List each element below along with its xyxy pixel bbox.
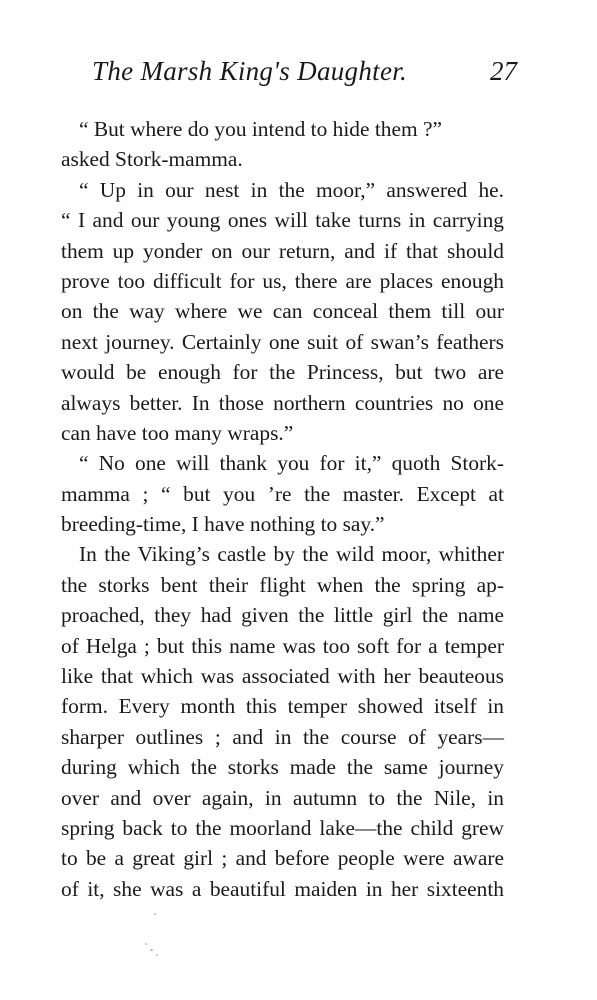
text-line: asked Stork-mamma. <box>61 147 243 172</box>
text-line: them up yonder on our return, and if that should <box>61 238 504 263</box>
text-line: form. Every month this temper showed itself in <box>61 694 504 719</box>
text-line: on the way where we can conceal them till our <box>61 299 504 324</box>
paper-speck <box>145 943 147 945</box>
running-title: The Marsh King's Daughter. <box>92 56 408 86</box>
text-line: next journey. Certainly one suit of swan’s feathers <box>61 329 504 354</box>
text-line: “ I and our young ones will take turns in carrying <box>61 208 504 233</box>
text-line: “ But where do you intend to hide them ?” <box>79 117 442 141</box>
text-line: of it, she was a beautiful maiden in her sixteenth <box>61 876 504 901</box>
text-line: In the Viking’s castle by the wild moor, whither <box>79 542 504 567</box>
page-number: 27 <box>490 56 517 86</box>
body-text <box>61 114 504 904</box>
text-line: during which the storks made the same journey <box>61 755 504 780</box>
text-line: to be a great girl ; and before people were aware <box>61 846 504 871</box>
text-line: breeding-time, I have nothing to say.” <box>61 512 385 537</box>
text-line: prove too difficult for us, there are places enough <box>61 268 504 293</box>
text-line: can have too many wraps.” <box>61 420 294 445</box>
text-line: spring back to the moorland lake—the child grew <box>61 815 504 840</box>
text-line: of Helga ; but this name was too soft for a temper <box>61 633 504 658</box>
text-line: proached, they had given the little girl the name <box>61 603 504 628</box>
paper-speck <box>156 954 158 956</box>
text-line: mamma ; “ but you ’re the master. Except at <box>61 481 504 506</box>
text-line: like that which was associated with her beauteous <box>61 664 504 689</box>
running-head <box>0 56 597 96</box>
paper-speck <box>154 913 156 915</box>
text-line: always better. In those northern countries no one <box>61 390 504 415</box>
text-line: the storks bent their flight when the spring ap- <box>61 572 504 597</box>
paper-speck <box>150 949 153 951</box>
text-line: over and over again, in autumn to the Nile, in <box>61 785 504 810</box>
text-line: sharper outlines ; and in the course of years— <box>61 724 504 749</box>
text-line: “ Up in our nest in the moor,” answered he. <box>79 177 504 202</box>
paper-specks <box>140 905 170 965</box>
text-line: “ No one will thank you for it,” quoth Stork- <box>79 451 504 476</box>
text-line: would be enough for the Princess, but two are <box>61 360 504 385</box>
